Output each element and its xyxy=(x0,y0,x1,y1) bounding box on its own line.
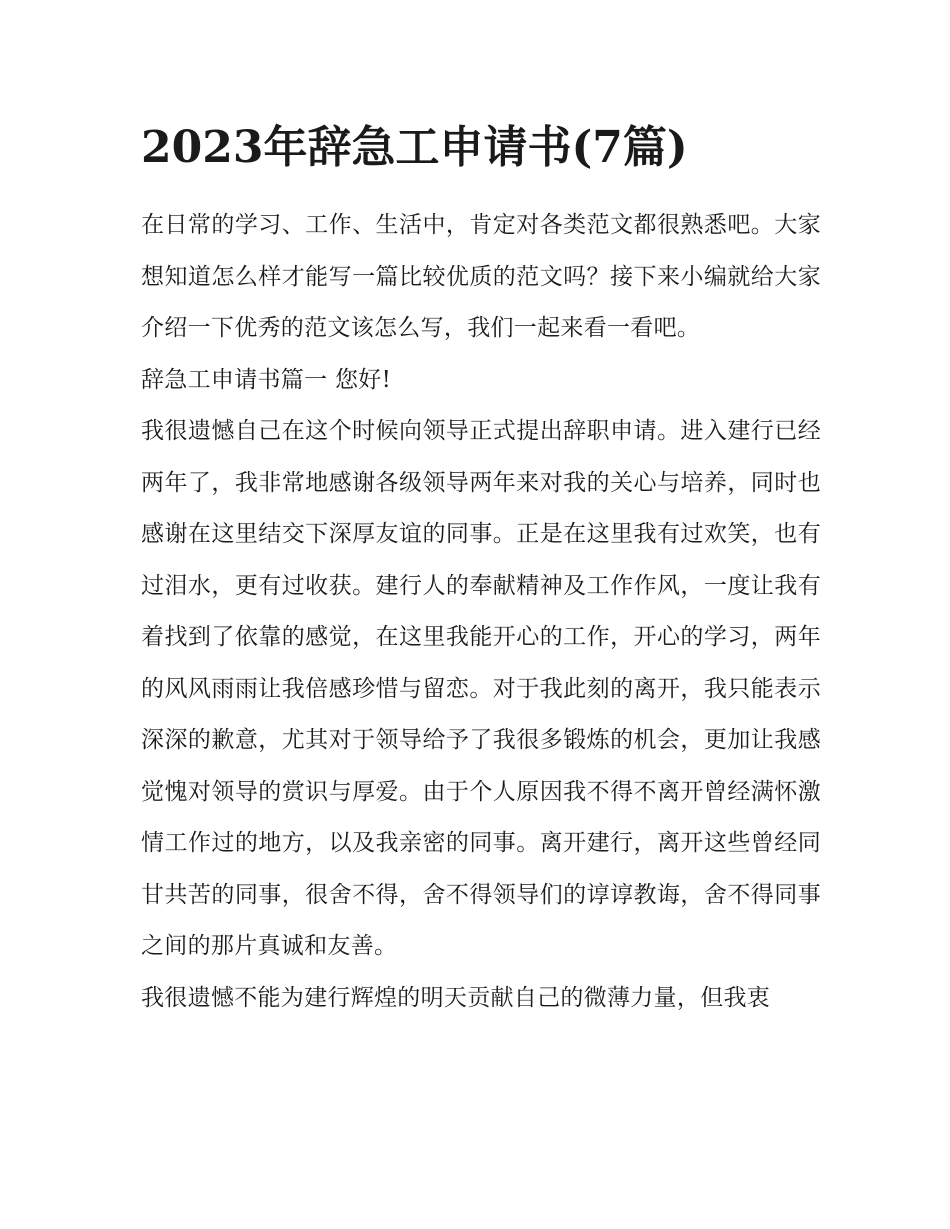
intro-paragraph: 在日常的学习、工作、生活中，肯定对各类范文都很熟悉吧。大家想知道怎么样才能写一篇比较优质的范文吗？接下来小编就给大家介绍一下优秀的范文该怎么写，我们一起来看一看吧。 xyxy=(141,212,821,341)
document-title: 2023年辞急工申请书(7篇) xyxy=(141,122,688,173)
document-page xyxy=(141,118,821,1024)
body-paragraph: 我很遗憾自己在这个时候向领导正式提出辞职申请。进入建行已经两年了，我非常地感谢各级领导两年来对我的关心与培养，同时也感谢在这里结交下深厚友谊的同事。正是在这里我有过欢笑，也有过泪水，更有过收获。建行人的奉献精神及工作作风，一度让我有着找到了依靠的感觉，在这里我能开心的工作，开心的学习，两年的风风雨雨让我倍感珍惜与留恋。对于我此刻的离开，我只能表示深深的歉意，尤其对于领导给予了我很多锻炼的机会，更加让我感觉愧对领导的赏识与厚爱。由于个人原因我不得不离开曾经满怀激情工作过的地方，以及我亲密的同事。离开建行，离开这些曾经同甘共苦的同事，很舍不得，舍不得领导们的谆谆教诲，舍不得同事之间的那片真诚和友善。 xyxy=(141,418,821,959)
body-paragraph-continued: 我很遗憾不能为建行辉煌的明天贡献自己的微薄力量，但我衷 xyxy=(141,984,771,1011)
section-heading-paragraph: 辞急工申请书篇一 您好! xyxy=(141,366,392,393)
